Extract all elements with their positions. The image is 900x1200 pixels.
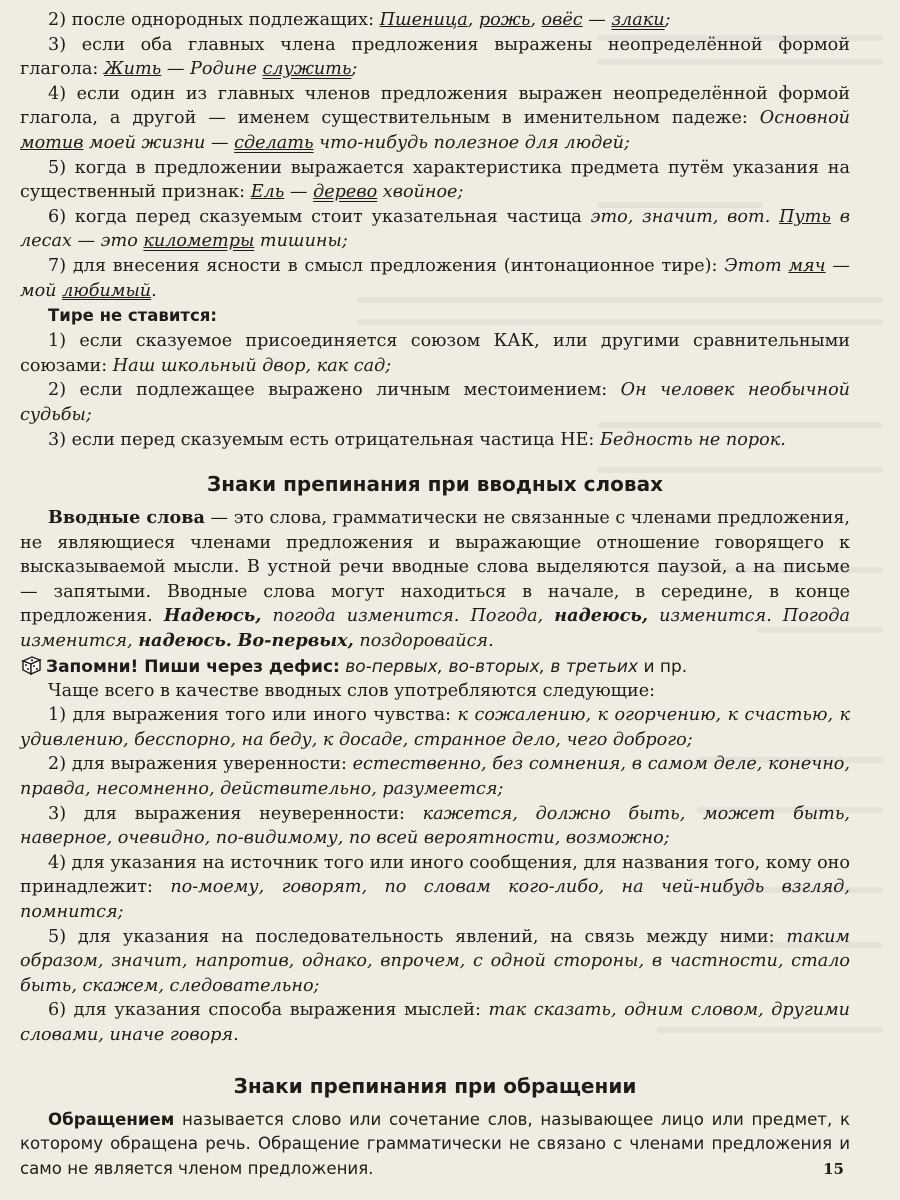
example-sep: —	[284, 182, 314, 203]
definition-text: называется слово или сочетание слов, называющее лицо или предмет, к которому обращена речь. Обращение грамматически не связано с членами предложения и само не является членом предложения.	[20, 1109, 850, 1178]
example-text: изменится. Погода изменится,	[20, 606, 850, 652]
intro-group-6	[20, 998, 850, 1047]
example-end: .	[151, 280, 157, 301]
remember-end: и пр.	[638, 656, 688, 677]
dice-icon	[20, 654, 42, 676]
example-word: рожь	[478, 10, 531, 30]
example-text: Бедность не порок.	[599, 429, 786, 450]
rule-text: 7) для внесения ясности в смысл предложения (интонационное тире):	[48, 255, 725, 276]
example-text: так сказать, одним словом, другими словами, иначе говоря.	[20, 1000, 850, 1045]
dash-rule-item-2	[20, 8, 850, 33]
dash-rule-item-4	[20, 82, 850, 156]
example-text: Основной	[759, 108, 850, 129]
intro-group-1	[20, 703, 850, 752]
example-sep: ,	[467, 10, 479, 30]
example-predicate: злаки	[611, 10, 665, 30]
rule-text: 4) для указания на источник того или иного сообщения, для названия того, кому оно принадлежит:	[20, 852, 850, 898]
rule-text: 2) для выражения уверенности:	[48, 754, 353, 775]
intro-group-4	[20, 851, 850, 925]
example-text: Этот	[724, 255, 789, 276]
example-intro-word: Надеюсь,	[163, 605, 262, 627]
example-text: в лесах — это	[20, 206, 850, 252]
example-text: что-нибудь полезное для людей	[313, 132, 624, 153]
example-text: Он человек необычной судьбы;	[20, 380, 851, 425]
definition-term: Вводные слова	[48, 507, 205, 529]
example-text: моей жизни —	[83, 132, 235, 153]
example-text: кажется, должно быть, может быть, наверное, очевидно, по-видимому, по всей вероятности, возможно;	[20, 803, 850, 849]
example-text: таким образом, значит, напротив, однако, впрочем, с одной стороны, в частности, стало быть, скажем, следовательно;	[20, 926, 850, 996]
rule-text: 1) если сказуемое присоединяется союзом КАК, или другими сравнительными союзами:	[20, 331, 850, 376]
example-text: поздоровайся.	[353, 631, 494, 652]
intro-group-3	[20, 802, 850, 851]
remember-note	[20, 654, 850, 679]
no-dash-item-1	[20, 329, 850, 378]
example-sep: —	[582, 10, 612, 30]
example-particles: это, значит, вот	[590, 206, 765, 227]
example-text: естественно, без сомнения, в самом деле, конечно, правда, несомненно, действительно, разумеется;	[20, 754, 850, 800]
example-predicate: любимый	[62, 280, 152, 301]
example-predicate: дерево	[313, 182, 378, 203]
example-text: тишины;	[254, 231, 348, 252]
remember-words: во-первых, во-вторых, в третьих	[339, 656, 639, 677]
page-number: 15	[823, 1160, 844, 1178]
example-text: по-моему, говорят, по словам кого-либо, на чей-нибудь взгляд, помнится;	[20, 877, 850, 922]
rule-text: 2) если подлежащее выражено личным местоимением:	[48, 380, 621, 401]
dash-rule-item-3	[20, 33, 850, 82]
example-word: овёс	[541, 10, 583, 30]
rule-text: 5) когда в предложении выражается характеристика предмета путём указания на существенный признак:	[20, 157, 850, 203]
example-intro-word: надеюсь.	[138, 630, 232, 652]
definition-text: — это слова, грамматически не связанные с членами предложения, не являющиеся членами предложения и выражающие отношение говорящего к высказываемой мысли. В устной речи вводные слова выделяются паузой, а на письме — запятыми. Вводные слова могут находиться в начале, в середине, в конце предложения.	[20, 508, 851, 627]
dash-rule-item-6	[20, 205, 850, 254]
example-sep: .	[764, 206, 780, 227]
address-definition	[20, 1108, 850, 1182]
example-sep: ,	[530, 10, 542, 30]
example-word: Жить	[103, 59, 162, 80]
intro-group-5	[20, 925, 850, 999]
no-dash-item-3	[20, 428, 850, 453]
intro-words-definition	[20, 506, 850, 654]
definition-term: Обращением	[48, 1109, 175, 1129]
example-text: погода изменится. Погода,	[261, 606, 555, 627]
rule-text: 6) для указания способа выражения мыслей:	[48, 1000, 489, 1021]
example-text: хвойное;	[377, 182, 464, 203]
example-word: Ель	[250, 182, 285, 203]
section-title-intro-words: Знаки препинания при вводных словах	[207, 472, 663, 497]
example-text: Наш школьный двор, как сад;	[112, 355, 392, 376]
common-intro: Чаще всего в качестве вводных слов употребляются следующие:	[48, 680, 656, 701]
rule-text: 3) для выражения неуверенности:	[48, 803, 423, 824]
example-end: ;	[624, 132, 630, 153]
dash-rule-item-7	[20, 254, 850, 303]
rule-text: 4) если один из главных членов предложения выражен неопределённой формой глагола, а другой — именем существительным в именительном падеже:	[20, 83, 850, 129]
example-text: к сожалению, к огорчению, к счастью, к удивлению, бесспорно, на беду, к досаде, странное дело, чего доброго;	[20, 705, 851, 750]
section-title-address: Знаки препинания при обращении	[233, 1073, 637, 1098]
no-dash-heading: Тире не ставится:	[48, 306, 217, 326]
example-word: Пшеница	[379, 10, 468, 30]
example-predicate: служить	[262, 59, 352, 80]
rule-text: 3) если перед сказуемым есть отрицательная частица НЕ:	[48, 429, 600, 450]
example-intro-word: надеюсь,	[554, 605, 649, 627]
intro-group-2	[20, 752, 850, 801]
example-predicate: сделать	[234, 132, 314, 153]
page-content	[20, 8, 850, 1181]
example-word: мотив	[20, 132, 84, 153]
remember-label: Запомни! Пиши через дефис:	[46, 656, 340, 677]
rule-text: 2) после однородных подлежащих:	[48, 10, 380, 30]
no-dash-item-2	[20, 378, 850, 427]
example-word: Путь	[779, 206, 831, 227]
rule-text: 6) когда перед сказуемым стоит указательная частица	[48, 206, 591, 227]
example-end: ;	[664, 10, 671, 30]
example-predicate: километры	[143, 231, 255, 252]
rule-text: 1) для выражения того или иного чувства:	[48, 705, 458, 726]
dash-rule-item-5	[20, 156, 850, 205]
example-end: ;	[351, 59, 358, 80]
example-word: мяч	[788, 255, 826, 276]
example-intro-word: Во-первых,	[237, 630, 354, 652]
example-text: — мой	[20, 255, 851, 301]
rule-text: 3) если оба главных члена предложения выражены неопределённой формой глагола:	[20, 34, 850, 80]
rule-text: 5) для указания на последовательность явлений, на связь между ними:	[48, 926, 787, 947]
example-text: — Родине	[161, 59, 263, 80]
